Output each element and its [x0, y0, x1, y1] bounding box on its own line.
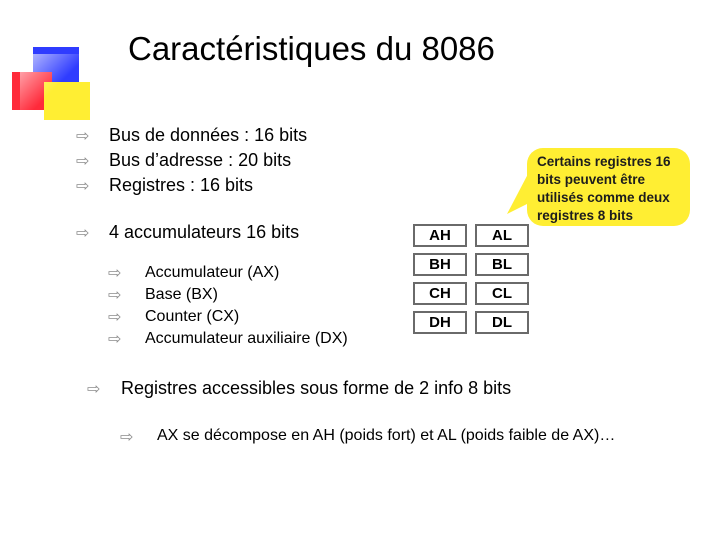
right-outline-arrow-icon: ⇨: [120, 427, 134, 446]
register-low: CL: [475, 282, 529, 305]
bullet-text: Registres : 16 bits: [109, 175, 254, 195]
right-outline-arrow-icon: ⇨: [108, 307, 122, 326]
sub-bullet-text: Accumulateur auxiliaire (DX): [145, 330, 348, 347]
bullet-text: Bus de données : 16 bits: [109, 125, 308, 145]
bullet-data-bus: [76, 125, 307, 146]
sub-bullet-dx: [108, 330, 348, 348]
bullet-registers: [76, 175, 253, 196]
register-row-cx: [413, 282, 529, 305]
sub-bullet-text: Counter (CX): [145, 308, 240, 325]
bullet-address-bus: [76, 150, 291, 171]
slide-title: Caractéristiques du 8086: [128, 30, 495, 67]
register-high: CH: [413, 282, 467, 305]
right-outline-arrow-icon: ⇨: [76, 150, 90, 170]
right-outline-arrow-icon: ⇨: [76, 222, 90, 242]
sub-bullet-bx: [108, 286, 218, 304]
register-high: BH: [413, 253, 467, 276]
register-row-bx: [413, 253, 529, 276]
right-outline-arrow-icon: ⇨: [76, 125, 90, 145]
right-outline-arrow-icon: ⇨: [108, 285, 122, 304]
register-low: AL: [475, 224, 529, 247]
register-row-ax: [413, 224, 529, 247]
callout-text: Certains registres 16 bits peuvent être utilisés comme deux registres 8 bits: [537, 154, 671, 223]
bullet-text: 4 accumulateurs 16 bits: [109, 222, 300, 242]
sub-bullet-text: Accumulateur (AX): [145, 264, 280, 281]
right-outline-arrow-icon: ⇨: [76, 175, 90, 195]
sub-bullet-text: AX se décompose en AH (poids fort) et AL (poids faible de AX)…: [157, 427, 616, 444]
register-low: BL: [475, 253, 529, 276]
right-outline-arrow-icon: ⇨: [108, 329, 122, 348]
register-row-dx: [413, 311, 529, 334]
sub-bullet-text: Base (BX): [145, 286, 218, 303]
register-low: DL: [475, 311, 529, 334]
right-outline-arrow-icon: ⇨: [87, 378, 101, 398]
bullet-accumulators: [76, 222, 299, 243]
register-high: AH: [413, 224, 467, 247]
bullet-text: Registres accessibles sous forme de 2 info 8 bits: [121, 378, 512, 398]
decor-glare: [20, 54, 80, 110]
sub-bullet-ax: [108, 264, 279, 282]
bullet-8bit-access: [87, 378, 511, 399]
register-table: [413, 224, 529, 340]
bullet-text: Bus d’adresse : 20 bits: [109, 150, 292, 170]
register-high: DH: [413, 311, 467, 334]
right-outline-arrow-icon: ⇨: [108, 263, 122, 282]
sub-bullet-cx: [108, 308, 239, 326]
sub-bullet-ax-split: [120, 425, 637, 447]
